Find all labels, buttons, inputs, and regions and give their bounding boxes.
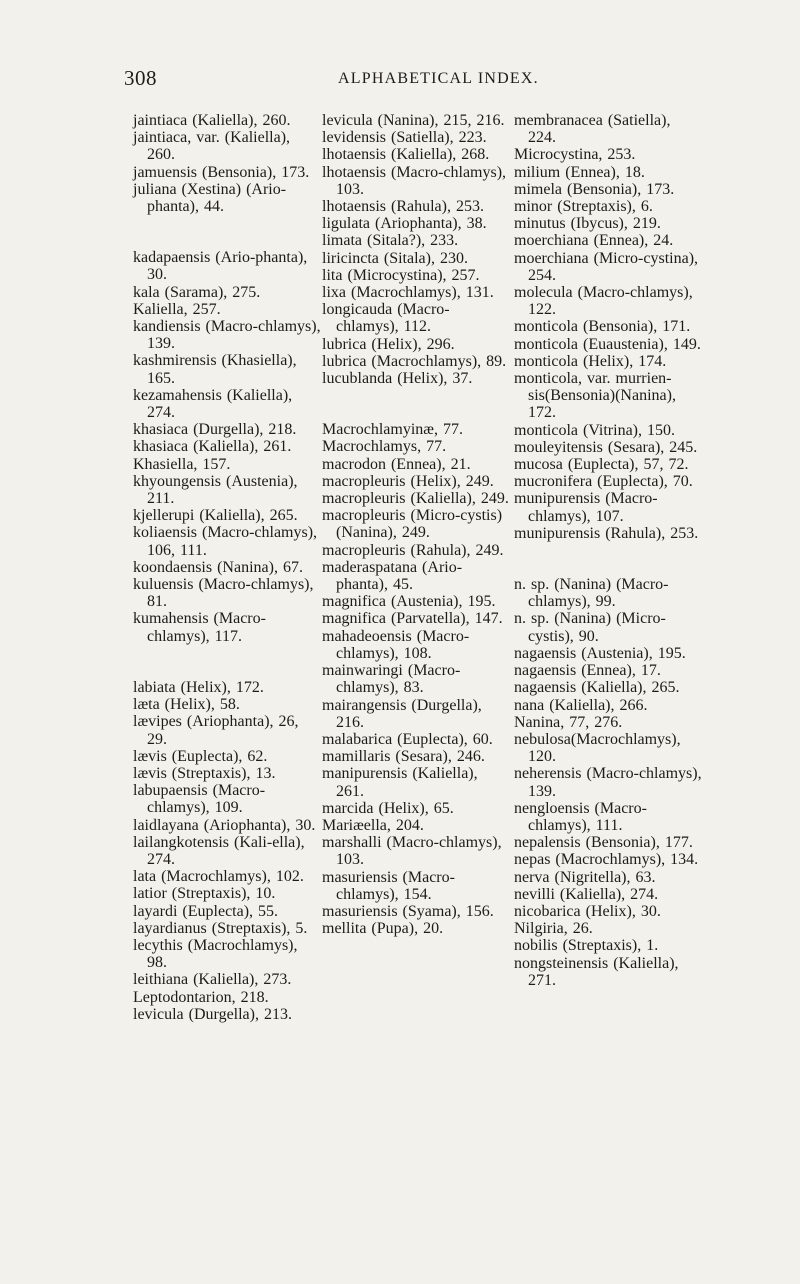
index-entry: limata (Sitala?), 233. bbox=[322, 232, 459, 250]
index-entry: layardianus (Streptaxis), 5. bbox=[133, 919, 308, 937]
index-entry: moerchiana (Micro-cystina), 254. bbox=[514, 249, 699, 284]
index-entry: macropleuris (Rahula), 249. bbox=[322, 541, 504, 559]
index-entry: juliana (Xestina) (Ario-phanta), 44. bbox=[133, 180, 287, 216]
index-entry: mahadeoensis (Macro-chlamys), 108. bbox=[322, 627, 470, 662]
index-column-3 bbox=[514, 112, 702, 989]
index-columns bbox=[133, 112, 773, 1252]
index-entry: nengloensis (Macro-chlamys), 111. bbox=[514, 799, 647, 834]
index-column-2 bbox=[322, 112, 510, 937]
index-entry: lhotaensis (Kaliella), 268. bbox=[322, 146, 490, 164]
index-entry: levidensis (Satiella), 223. bbox=[322, 129, 487, 147]
index-entry: mainwaringi (Macro-chlamys), 83. bbox=[322, 662, 461, 697]
index-entry: kezamahensis (Kaliella), 274. bbox=[133, 386, 293, 422]
index-entry: nongsteinensis (Kaliella), 271. bbox=[514, 954, 679, 989]
index-entry: nepas (Macrochlamys), 134. bbox=[514, 851, 699, 869]
index-entry: milium (Ennea), 18. bbox=[514, 163, 645, 181]
index-entry: mouleyitensis (Sesara), 245. bbox=[514, 438, 698, 456]
index-entry: macropleuris (Kaliella), 249. bbox=[322, 490, 509, 508]
index-entry: monticola (Euaustenia), 149. bbox=[514, 335, 701, 353]
index-entry: koliaensis (Macro-chlamys), 106, 111. bbox=[133, 524, 318, 559]
index-entry: malabarica (Euplecta), 60. bbox=[322, 730, 493, 748]
index-entry: membranacea (Satiella), 224. bbox=[514, 112, 671, 147]
index-entry: kuluensis (Macro-chlamys), 81. bbox=[133, 576, 314, 611]
index-entry: kadapaensis (Ario-phanta), 30. bbox=[133, 249, 308, 284]
index-entry: minor (Streptaxis), 6. bbox=[514, 198, 653, 216]
index-entry: khasiaca (Durgella), 218. bbox=[133, 421, 297, 439]
index-entry: monticola (Vitrina), 150. bbox=[514, 421, 675, 439]
index-entry: munipurensis (Rahula), 253. bbox=[514, 524, 699, 542]
index-entry: masuriensis (Macro-chlamys), 154. bbox=[322, 868, 455, 903]
page-number: 308 bbox=[124, 66, 157, 90]
index-entry: munipurensis (Macro-chlamys), 107. bbox=[514, 490, 658, 525]
index-entry: leithiana (Kaliella), 273. bbox=[133, 971, 292, 989]
index-entry: monticola (Helix), 174. bbox=[514, 352, 667, 370]
letter-group-gap bbox=[133, 645, 321, 679]
index-entry: ligulata (Ariophanta), 38. bbox=[322, 215, 487, 233]
index-entry: mamillaris (Sesara), 246. bbox=[322, 748, 485, 766]
index-entry: kandiensis (Macro-chlamys), 139. bbox=[133, 318, 321, 353]
index-entry: manipurensis (Kaliella), 261. bbox=[322, 765, 478, 800]
index-entry: koondaensis (Nanina), 67. bbox=[133, 558, 303, 576]
index-entry: layardi (Euplecta), 55. bbox=[133, 902, 279, 920]
index-entry: macropleuris (Helix), 249. bbox=[322, 472, 494, 490]
index-entry: nerva (Nigritella), 63. bbox=[514, 868, 656, 886]
index-entry: marshalli (Macro-chlamys), 103. bbox=[322, 834, 502, 869]
index-entry: lata (Macrochlamys), 102. bbox=[133, 868, 304, 886]
index-entry: nana (Kaliella), 266. bbox=[514, 696, 648, 714]
index-entry: molecula (Macro-chlamys), 122. bbox=[514, 284, 693, 319]
index-entry: Leptodontarion, 218. bbox=[133, 988, 269, 1006]
index-entry: kashmirensis (Khasiella), 165. bbox=[133, 352, 297, 387]
index-entry: læta (Helix), 58. bbox=[133, 696, 240, 714]
index-entry: nicobarica (Helix), 30. bbox=[514, 902, 661, 920]
index-entry: kjellerupi (Kaliella), 265. bbox=[133, 507, 298, 525]
index-entry: lubrica (Helix), 296. bbox=[322, 335, 455, 353]
index-entry: levicula (Durgella), 213. bbox=[133, 1005, 292, 1023]
index-entry: moerchiana (Ennea), 24. bbox=[514, 232, 674, 250]
index-entry: lailangkotensis (Kali-ella), 274. bbox=[133, 833, 305, 868]
index-entry: nagaensis (Ennea), 17. bbox=[514, 662, 661, 680]
index-entry: nagaensis (Austenia), 195. bbox=[514, 644, 686, 662]
index-entry: lævipes (Ariophanta), 26, 29. bbox=[133, 713, 299, 748]
running-title: ALPHABETICAL INDEX. bbox=[338, 70, 539, 87]
index-entry: Macrochlamys, 77. bbox=[322, 438, 447, 456]
index-entry: lhotaensis (Rahula), 253. bbox=[322, 198, 484, 216]
index-entry: monticola (Bensonia), 171. bbox=[514, 318, 691, 336]
index-entry: khyoungensis (Austenia), 211. bbox=[133, 472, 298, 508]
index-entry: mairangensis (Durgella), 216. bbox=[322, 696, 482, 731]
index-entry: nepalensis (Bensonia), 177. bbox=[514, 834, 693, 852]
index-entry: jaintiaca (Kaliella), 260. bbox=[133, 112, 291, 129]
index-entry: macrodon (Ennea), 21. bbox=[322, 455, 471, 473]
page-header bbox=[0, 66, 800, 90]
index-entry: minutus (Ibycus), 219. bbox=[514, 215, 661, 233]
index-entry: lixa (Macrochlamys), 131. bbox=[322, 284, 494, 302]
index-entry: nebulosa(Macrochlamys), 120. bbox=[514, 730, 681, 766]
index-entry: Nanina, 77, 276. bbox=[514, 713, 623, 731]
index-entry: lubrica (Macrochlamys), 89. bbox=[322, 352, 507, 370]
index-entry: masuriensis (Syama), 156. bbox=[322, 902, 494, 920]
index-entry: lucublanda (Helix), 37. bbox=[322, 370, 473, 388]
index-entry: neherensis (Macro-chlamys), 139. bbox=[514, 765, 702, 800]
index-entry: khasiaca (Kaliella), 261. bbox=[133, 438, 292, 456]
index-entry: n. sp. (Nanina) (Macro-chlamys), 99. bbox=[514, 576, 669, 611]
index-entry: monticola, var. murrien-sis(Bensonia)(Nanina), 172. bbox=[514, 370, 676, 422]
index-entry: marcida (Helix), 65. bbox=[322, 799, 454, 817]
index-entry: labiata (Helix), 172. bbox=[133, 678, 264, 696]
index-entry: mucosa (Euplecta), 57, 72. bbox=[514, 456, 689, 474]
index-entry: lita (Microcystina), 257. bbox=[322, 266, 480, 284]
index-entry: lecythis (Macrochlamys), 98. bbox=[133, 936, 298, 972]
index-entry: lhotaensis (Macro-chlamys), 103. bbox=[322, 163, 507, 198]
index-entry: longicauda (Macro-chlamys), 112. bbox=[322, 301, 450, 336]
index-entry: Nilgiria, 26. bbox=[514, 920, 593, 938]
index-entry: mimela (Bensonia), 173. bbox=[514, 180, 675, 198]
letter-group-gap bbox=[514, 542, 702, 576]
index-entry: lævis (Euplecta), 62. bbox=[133, 747, 268, 765]
index-entry: liricincta (Sitala), 230. bbox=[322, 249, 468, 267]
index-entry: nobilis (Streptaxis), 1. bbox=[514, 937, 659, 955]
index-entry: nagaensis (Kaliella), 265. bbox=[514, 679, 680, 697]
index-entry: magnifica (Austenia), 195. bbox=[322, 593, 496, 611]
index-column-1 bbox=[133, 112, 321, 1023]
index-entry: kumahensis (Macro-chlamys), 117. bbox=[133, 610, 266, 645]
index-entry: Kaliella, 257. bbox=[133, 300, 221, 318]
index-entry: Macrochlamyinæ, 77. bbox=[322, 421, 463, 439]
index-entry: Mariæella, 204. bbox=[322, 816, 424, 834]
index-entry: jaintiaca, var. (Kaliella), 260. bbox=[133, 129, 291, 164]
index-entry: jamuensis (Bensonia), 173. bbox=[133, 163, 310, 181]
index-entry: lævis (Streptaxis), 13. bbox=[133, 764, 276, 782]
index-entry: laidlayana (Ariophanta), 30. bbox=[133, 816, 316, 834]
index-entry: macropleuris (Micro-cystis) (Nanina), 249. bbox=[322, 507, 503, 542]
index-entry: n. sp. (Nanina) (Micro-cystis), 90. bbox=[514, 610, 666, 645]
index-entry: labupaensis (Macro-chlamys), 109. bbox=[133, 782, 266, 817]
index-entry: maderaspatana (Ario-phanta), 45. bbox=[322, 558, 463, 594]
index-entry: mucronifera (Euplecta), 70. bbox=[514, 473, 693, 491]
index-entry: mellita (Pupa), 20. bbox=[322, 920, 444, 938]
index-entry: kala (Sarama), 275. bbox=[133, 283, 261, 301]
index-entry: levicula (Nanina), 215, 216. bbox=[322, 112, 505, 129]
index-entry: Microcystina, 253. bbox=[514, 146, 636, 164]
index-entry: magnifica (Parvatella), 147. bbox=[322, 610, 503, 628]
index-entry: Khasiella, 157. bbox=[133, 455, 231, 473]
index-entry: nevilli (Kaliella), 274. bbox=[514, 885, 659, 903]
letter-group-gap bbox=[133, 215, 321, 249]
letter-group-gap bbox=[322, 387, 510, 421]
index-entry: latior (Streptaxis), 10. bbox=[133, 885, 276, 903]
